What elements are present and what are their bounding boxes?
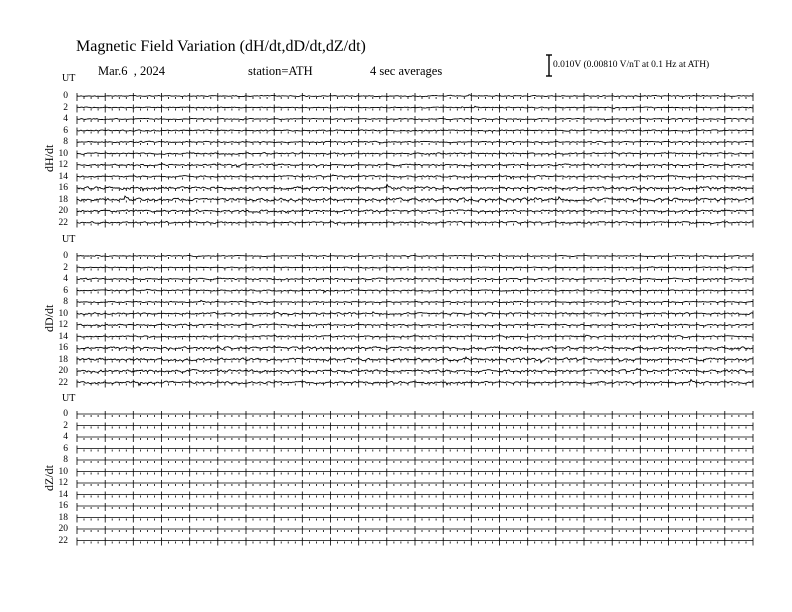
row-hour-label: 22 <box>58 535 68 546</box>
hour-ticks <box>77 299 753 307</box>
hour-ticks <box>77 139 753 147</box>
row-hour-label: 16 <box>58 501 68 511</box>
row-hour-label: 6 <box>63 125 68 136</box>
hour-ticks <box>77 345 753 353</box>
row-hour-label: 12 <box>58 320 68 330</box>
component-label: dH/dt <box>42 144 56 172</box>
row-hour-label: 20 <box>58 206 68 216</box>
row-hour-label: 0 <box>63 251 68 261</box>
row-hour-label: 4 <box>63 432 68 442</box>
row-hour-label: 16 <box>58 343 68 353</box>
chart-title: Magnetic Field Variation (dH/dt,dD/dt,dZ/dt) <box>76 38 366 55</box>
row-hour-label: 2 <box>63 262 68 273</box>
row-hour-label: 18 <box>58 194 68 205</box>
row-hour-label: 0 <box>63 91 68 101</box>
hour-ticks <box>77 503 753 511</box>
hour-ticks <box>77 105 753 113</box>
row-hour-label: 2 <box>63 420 68 431</box>
row-hour-label: 10 <box>58 148 68 159</box>
hour-ticks <box>77 128 753 136</box>
hour-ticks <box>77 311 753 319</box>
hour-ticks <box>77 423 753 431</box>
hour-ticks <box>77 116 753 124</box>
station-label: station=ATH <box>248 64 313 78</box>
row-hour-label: 20 <box>58 366 68 376</box>
hour-ticks <box>77 334 753 342</box>
hour-ticks <box>77 93 753 101</box>
hour-ticks <box>77 492 753 500</box>
row-hour-label: 12 <box>58 160 68 170</box>
row-hour-label: 6 <box>63 443 68 454</box>
hour-ticks <box>77 380 753 388</box>
hour-ticks <box>77 185 753 193</box>
ut-axis-label: UT <box>62 393 76 404</box>
row-hour-label: 12 <box>58 478 68 488</box>
hour-ticks <box>77 434 753 442</box>
hour-ticks <box>77 480 753 488</box>
averaging-label: 4 sec averages <box>370 64 443 78</box>
hour-ticks <box>77 469 753 477</box>
row-hour-label: 8 <box>63 455 68 465</box>
row-hour-label: 22 <box>58 377 68 388</box>
hour-ticks <box>77 174 753 182</box>
hour-ticks <box>77 265 753 273</box>
row-hour-label: 6 <box>63 285 68 296</box>
hour-ticks <box>77 526 753 534</box>
row-hour-label: 8 <box>63 137 68 147</box>
row-hour-label: 18 <box>58 354 68 365</box>
row-hour-label: 18 <box>58 512 68 523</box>
row-hour-label: 22 <box>58 217 68 228</box>
hour-ticks <box>77 515 753 523</box>
component-label: dD/dt <box>42 304 56 332</box>
hour-ticks <box>77 322 753 330</box>
hour-ticks <box>77 538 753 546</box>
date-label: Mar.6 , 2024 <box>98 64 166 78</box>
row-hour-label: 4 <box>63 114 68 124</box>
ut-axis-label: UT <box>62 73 76 84</box>
row-hour-label: 4 <box>63 274 68 284</box>
hour-ticks <box>77 220 753 228</box>
hour-ticks <box>77 288 753 296</box>
hour-ticks <box>77 276 753 284</box>
row-hour-label: 0 <box>63 409 68 419</box>
row-hour-label: 14 <box>58 331 68 342</box>
ut-axis-label: UT <box>62 234 76 245</box>
hour-ticks <box>77 208 753 216</box>
row-hour-label: 20 <box>58 524 68 534</box>
row-hour-label: 10 <box>58 308 68 319</box>
hour-ticks <box>77 457 753 465</box>
row-hour-label: 8 <box>63 297 68 307</box>
hour-ticks <box>77 253 753 261</box>
hour-ticks <box>77 411 753 419</box>
hour-ticks <box>77 446 753 454</box>
row-hour-label: 14 <box>58 489 68 500</box>
component-label: dZ/dt <box>42 465 56 491</box>
hour-ticks <box>77 162 753 170</box>
hour-ticks <box>77 151 753 159</box>
row-hour-label: 10 <box>58 466 68 477</box>
row-hour-label: 2 <box>63 102 68 113</box>
row-hour-label: 14 <box>58 171 68 182</box>
row-hour-label: 16 <box>58 183 68 193</box>
scale-bar-label: 0.010V (0.00810 V/nT at 0.1 Hz at ATH) <box>553 60 710 70</box>
